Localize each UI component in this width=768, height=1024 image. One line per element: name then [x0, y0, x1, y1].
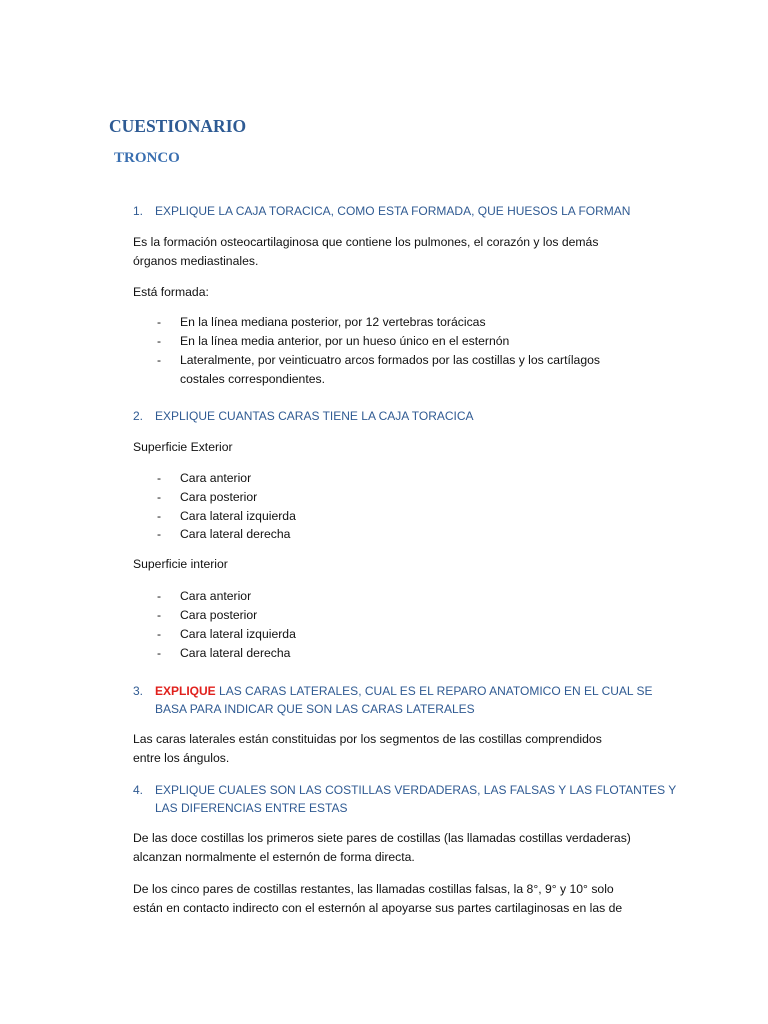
list-item [0, 313, 768, 333]
question-number: 1. [133, 204, 144, 218]
bullet-dash: - [157, 471, 162, 485]
list-item [0, 469, 768, 489]
bullet-dash: - [157, 589, 162, 603]
list-item-text: Lateralmente, por veinticuatro arcos formados por las costillas y los cartílagos [180, 353, 600, 367]
bullet-dash: - [157, 490, 162, 504]
list-item [0, 332, 768, 352]
list-item-text: costales correspondientes. [180, 372, 325, 386]
answer-line: alcanzan normalmente el esternón de forma directa. [133, 849, 415, 864]
page-title: CUESTIONARIO [109, 116, 247, 136]
list-item [0, 587, 768, 607]
formada-label: Está formada: [133, 285, 209, 299]
q1-answer [133, 233, 657, 270]
q3-answer [133, 730, 657, 767]
answer-line: órganos mediastinales. [133, 253, 259, 268]
list-item-text: Cara lateral derecha [180, 646, 291, 660]
question-4: 4. EXPLIQUE CUALES SON LAS COSTILLAS VERDADERAS, LAS FALSAS Y LAS FLOTANTES Y LAS DIFERENCIAS ENTRE ESTAS [133, 783, 677, 815]
list-item-text: Cara posterior [180, 490, 258, 504]
bullet-dash: - [157, 527, 162, 541]
interior-label: Superficie interior [133, 557, 228, 571]
question-3: 3. EXPLIQUE LAS CARAS LATERALES, CUAL ES EL REPARO ANATOMICO EN EL CUAL SE BASA PARA INDICAR QUE SON LAS CARAS LATERALES [133, 684, 653, 716]
list-item [0, 525, 768, 545]
bullet-dash: - [157, 509, 162, 523]
q4-paragraph-1 [133, 829, 657, 866]
answer-line: De los cinco pares de costillas restantes, las llamadas costillas falsas, la 8°, 9° y 10° solo [133, 882, 614, 896]
list-item-text: En la línea mediana posterior, por 12 vertebras torácicas [180, 315, 486, 329]
bullet-dash: - [157, 353, 162, 367]
exterior-label: Superficie Exterior [133, 440, 233, 454]
answer-line: entre los ángulos. [133, 750, 230, 765]
list-item-text: En la línea media anterior, por un hueso único en el esternón [180, 334, 510, 348]
list-item [0, 606, 768, 626]
q4-paragraph-2 [133, 880, 657, 917]
question-text: EXPLIQUE LA CAJA TORACICA, COMO ESTA FORMADA, QUE HUESOS LA FORMAN [155, 204, 631, 218]
answer-line: Las caras laterales están constituidas por los segmentos de las costillas comprendidos [133, 732, 602, 746]
bullet-dash: - [157, 334, 162, 348]
question-number: 4. [133, 783, 144, 797]
list-item-text: Cara lateral derecha [180, 527, 291, 541]
list-item [0, 625, 768, 645]
question-number: 2. [133, 409, 144, 423]
list-item-text: Cara anterior [180, 471, 252, 485]
answer-line: están en contacto indirecto con el esternón al apoyarse sus partes cartilaginosas en las de [133, 900, 623, 915]
list-item-text: Cara lateral izquierda [180, 627, 296, 641]
answer-line: De las doce costillas los primeros siete pares de costillas (las llamadas costillas verdaderas) [133, 831, 631, 845]
list-item-text: Cara posterior [180, 608, 258, 622]
answer-line: Es la formación osteocartilaginosa que contiene los pulmones, el corazón y los demás [133, 235, 599, 249]
highlight-word: EXPLIQUE [155, 684, 216, 698]
question-text: EXPLIQUE CUANTAS CARAS TIENE LA CAJA TORACICA [155, 409, 474, 423]
bullet-dash: - [157, 315, 162, 329]
list-item [0, 644, 768, 664]
bullet-dash: - [157, 608, 162, 622]
question-number: 3. [133, 684, 144, 698]
bullet-dash: - [157, 646, 162, 660]
list-item [0, 507, 768, 527]
bullet-dash: - [157, 627, 162, 641]
list-item [0, 351, 768, 391]
list-item [0, 488, 768, 508]
list-item-text: Cara anterior [180, 589, 252, 603]
list-item-text: Cara lateral izquierda [180, 509, 296, 523]
section-title: TRONCO [114, 150, 180, 166]
